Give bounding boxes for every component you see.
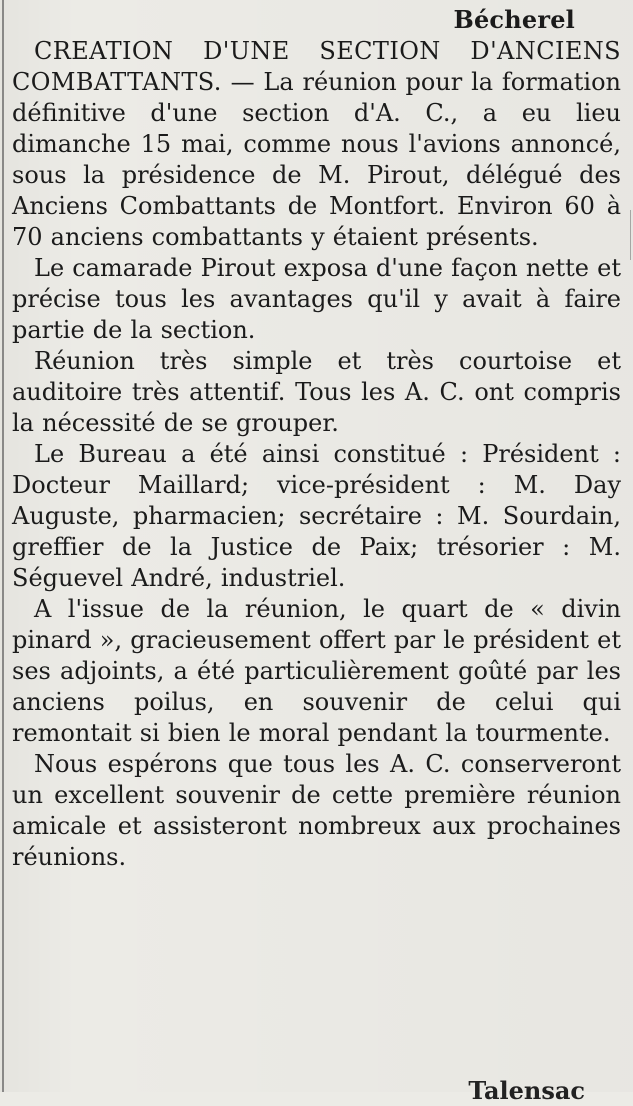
article-paragraph-1-text: — La réunion pour la formation définitive d'une section d'A. C., a eu lieu dimanche 15 mai, comme nous l'avions annoncé, sous la présidence de M. Pirout, délégué des Anciens Combattants de Montfort. Environ 60 à 70 anciens combattants y étaient présents. bbox=[12, 68, 621, 251]
next-location-heading: Talensac bbox=[468, 1076, 585, 1105]
article-paragraph-1 bbox=[12, 36, 621, 253]
location-heading: Bécherel bbox=[453, 5, 575, 34]
article-paragraph-2: Le camarade Pirout exposa d'une façon nette et précise tous les avantages qu'il y avait à faire partie de la section. bbox=[12, 254, 621, 344]
column-rule-right bbox=[630, 210, 631, 260]
article-paragraph-4: Le Bureau a été ainsi constitué : Président : Docteur Maillard; vice-président : M. Day Auguste, pharmacien; secrétaire : M. Sourdain, greffier de la Justice de Paix; trésorier : M. Séguevel André, industriel. bbox=[12, 440, 621, 592]
article-body bbox=[12, 36, 621, 873]
article-paragraph-6: Nous espérons que tous les A. C. conserveront un excellent souvenir de cette première réunion amicale et assisteront nombreux aux prochaines réunions. bbox=[12, 750, 621, 871]
article-paragraph-3: Réunion très simple et très courtoise et auditoire très attentif. Tous les A. C. ont compris la nécessité de se grouper. bbox=[12, 347, 621, 437]
column-rule bbox=[2, 0, 4, 1092]
article-paragraph-5: A l'issue de la réunion, le quart de « divin pinard », gracieusement offert par le président et ses adjoints, a été particulièrement goûté par les anciens poilus, en souvenir de celui qui remontait si bien le moral pendant la tourmente. bbox=[12, 595, 621, 747]
article-headline: CREATION D'UNE SECTION D'ANCIENS COMBATTANTS. bbox=[12, 37, 621, 96]
